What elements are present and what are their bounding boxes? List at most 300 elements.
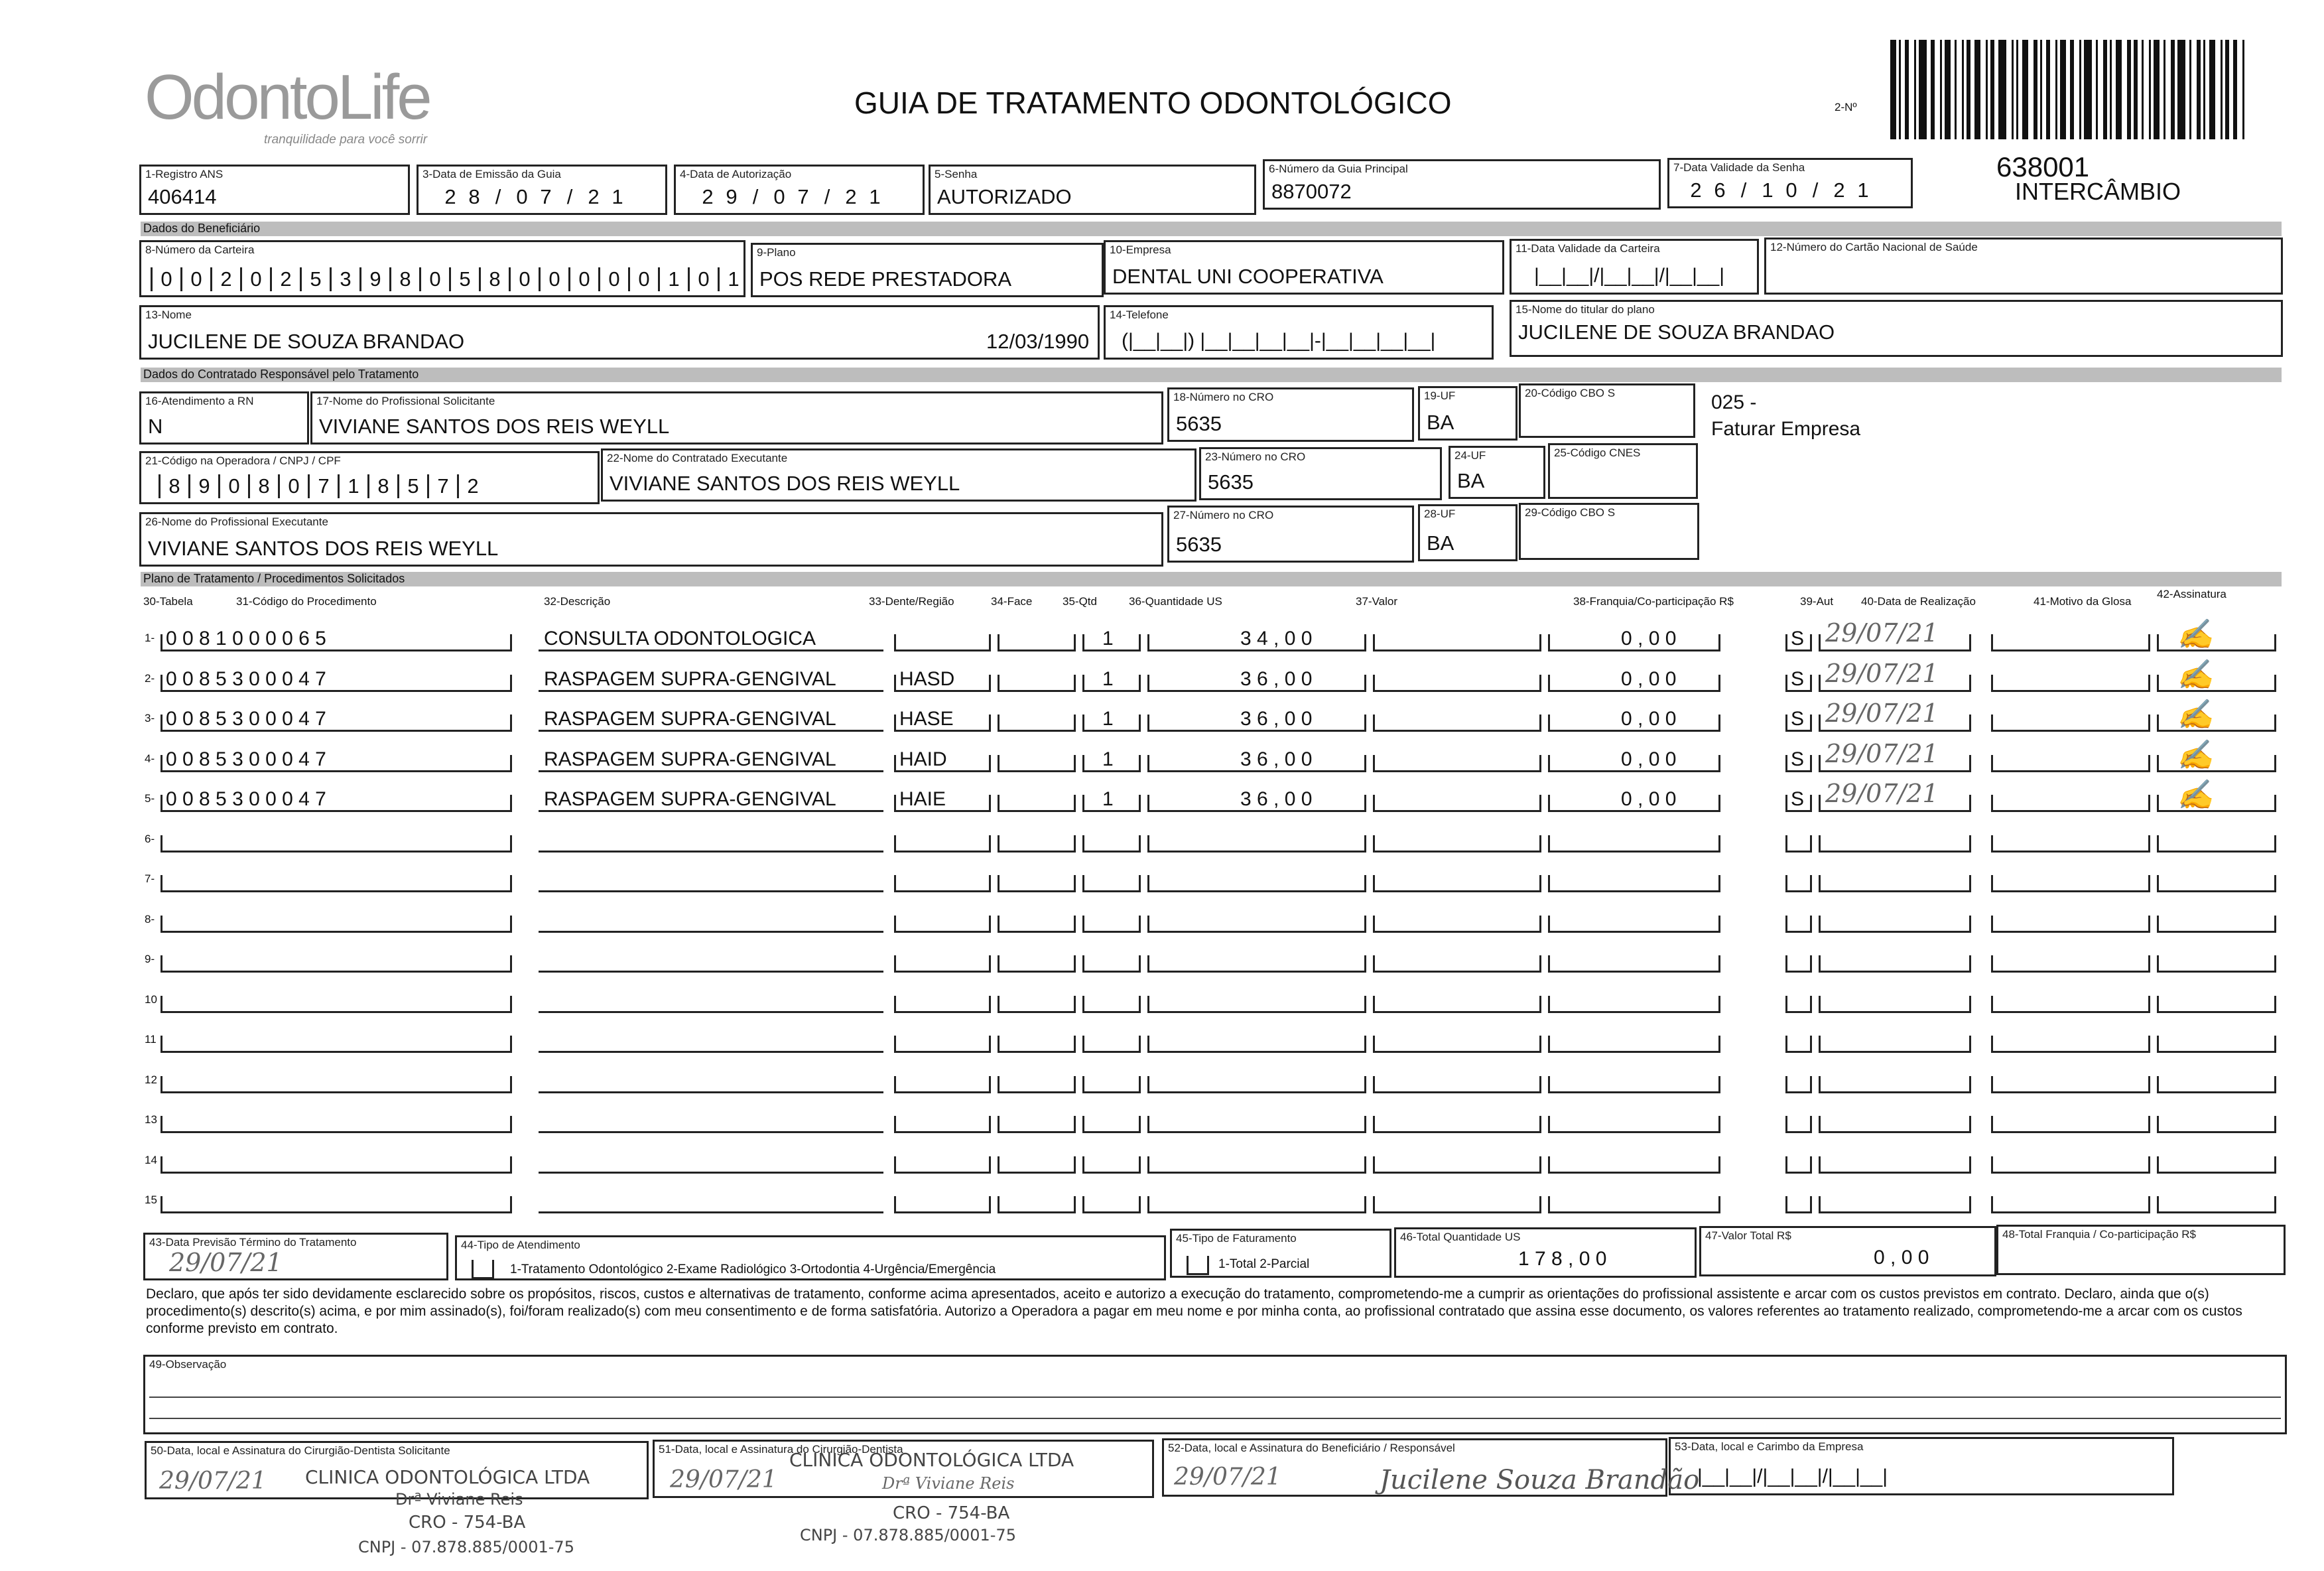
barcode-bar — [2233, 40, 2237, 139]
cell-aut[interactable] — [1785, 1156, 1812, 1174]
telefone-blank: (|__|__|) |__|__|__|__|-|__|__|__|__| — [1122, 330, 1436, 352]
section-plano — [141, 572, 2282, 586]
telefone-label: 14-Telefone — [1110, 308, 1169, 321]
cell-us[interactable] — [1147, 1196, 1366, 1213]
plano-label: 9-Plano — [757, 246, 796, 259]
solicitante-box[interactable] — [310, 391, 1163, 444]
barcode-bar — [2016, 40, 2018, 139]
signature-icon: ✍ — [2177, 698, 2213, 732]
barcode-bar — [2103, 40, 2107, 139]
cell-aut[interactable] — [1785, 1196, 1812, 1213]
barcode-bar — [2060, 40, 2066, 139]
tipo-atendimento-checkbox[interactable] — [472, 1260, 494, 1279]
realizacao-date: 29/07/21 — [1825, 738, 1939, 768]
cell-aut[interactable] — [1785, 996, 1812, 1013]
cell-aut[interactable] — [1785, 875, 1812, 892]
observacao-box[interactable] — [143, 1355, 2287, 1434]
col-dente: 33-Dente/Região — [869, 595, 954, 608]
guia-principal-value: 8870072 — [1271, 180, 1352, 203]
empresa-box[interactable] — [1104, 240, 1504, 295]
cell-codigo[interactable] — [161, 1156, 512, 1174]
barcode-bar — [1998, 40, 2006, 139]
cell-us[interactable] — [1147, 875, 1366, 892]
cell-valor[interactable] — [1373, 634, 1541, 651]
cell-aut[interactable] — [1785, 835, 1812, 853]
cell-us[interactable] — [1147, 1036, 1366, 1053]
cell-franquia[interactable] — [1548, 1196, 1720, 1213]
cell-valor[interactable] — [1373, 955, 1541, 973]
cell-face[interactable] — [998, 634, 1076, 651]
cell-qtd[interactable] — [1082, 1156, 1141, 1174]
cell-assin[interactable] — [2157, 875, 2276, 892]
data-autorizacao-label: 4-Data de Autorização — [680, 168, 792, 180]
cell-franquia[interactable] — [1548, 955, 1720, 973]
cell-descricao[interactable] — [539, 996, 883, 1013]
cell-data[interactable] — [1819, 1076, 1971, 1093]
assinatura52-label: 52-Data, local e Assinatura do Beneficiário / Responsável — [1168, 1442, 1455, 1454]
nome-box[interactable] — [139, 305, 1100, 360]
cell-data[interactable] — [1819, 875, 1971, 892]
atendimento-rn-value: N — [148, 415, 163, 438]
barcode-bar — [1899, 40, 1901, 139]
cell-face[interactable] — [998, 795, 1076, 812]
cell-aut[interactable] — [1785, 916, 1812, 933]
cell-qtd[interactable] — [1082, 1036, 1141, 1053]
cell-face[interactable] — [998, 835, 1076, 853]
cell-descricao[interactable] — [539, 1196, 883, 1213]
titular-box[interactable] — [1510, 300, 2283, 357]
guia-principal-label: 6-Número da Guia Principal — [1269, 163, 1408, 175]
cell-valor[interactable] — [1373, 875, 1541, 892]
barcode-bar — [2197, 40, 2201, 139]
cell-franquia[interactable] — [1548, 875, 1720, 892]
table-row — [141, 697, 2276, 736]
cell-qtd[interactable] — [1082, 996, 1141, 1013]
realizacao-date: 29/07/21 — [1825, 618, 1939, 648]
col-aut: 39-Aut — [1800, 595, 1834, 608]
stamp-clinica-51: CLINICA ODONTOLÓGICA LTDA — [789, 1449, 1074, 1471]
total-franquia-box[interactable] — [1996, 1225, 2286, 1275]
cell-dente[interactable] — [894, 1036, 991, 1053]
cell-valor[interactable] — [1373, 795, 1541, 812]
cell-us[interactable] — [1147, 1076, 1366, 1093]
cell-data[interactable] — [1819, 1156, 1971, 1174]
carimbo53-blank: |__|__|/|__|__|/|__|__| — [1697, 1466, 1888, 1487]
cell-face[interactable] — [998, 715, 1076, 732]
cro27-box[interactable] — [1167, 506, 1414, 563]
cell-data[interactable] — [1819, 1036, 1971, 1053]
col-codigo: 31-Código do Procedimento — [236, 595, 377, 608]
cartao-nacional-box[interactable] — [1764, 238, 2283, 295]
carteira-label: 8-Número da Carteira — [145, 243, 255, 256]
digit: 0 — [509, 267, 539, 291]
digit: 0 — [419, 267, 449, 291]
cell-glosa[interactable] — [1991, 875, 2150, 892]
cell-us[interactable] — [1147, 955, 1366, 973]
barcode-bar — [2209, 40, 2215, 139]
stamp-cro-left: CRO - 754-BA — [409, 1513, 526, 1533]
digit: 1 — [718, 267, 747, 291]
barcode-bar — [1919, 40, 1927, 139]
cell-glosa[interactable] — [1991, 1196, 2150, 1213]
cell-us[interactable] — [1147, 1116, 1366, 1133]
cell-descricao[interactable] — [539, 1156, 883, 1174]
cell-aut-text: S — [1791, 748, 1805, 770]
digit: 2 — [210, 267, 240, 291]
digit: 7 — [797, 185, 809, 208]
cell-aut[interactable] — [1785, 1076, 1812, 1093]
cell-aut[interactable] — [1785, 1036, 1812, 1053]
barcode-bar — [1945, 40, 1951, 139]
cell-dente[interactable] — [894, 996, 991, 1013]
guia-tipo: INTERCÂMBIO — [2015, 178, 2181, 205]
digit: 2 — [270, 267, 300, 291]
cell-assin[interactable] — [2157, 675, 2276, 692]
digit: 2 — [1690, 178, 1702, 202]
cell-valor[interactable] — [1373, 1076, 1541, 1093]
cell-assin[interactable] — [2157, 634, 2276, 651]
cell-dente[interactable] — [894, 1116, 991, 1133]
telefone-box[interactable] — [1104, 305, 1494, 360]
cell-descricao[interactable] — [539, 875, 883, 892]
cell-dente[interactable] — [894, 1196, 991, 1213]
cell-qtd[interactable] — [1082, 1076, 1141, 1093]
atendimento-rn-box[interactable] — [139, 391, 309, 444]
cell-glosa[interactable] — [1991, 916, 2150, 933]
registro-ans-value: 406414 — [148, 185, 217, 208]
cell-codigo[interactable] — [161, 835, 512, 853]
cro23-box[interactable] — [1199, 447, 1442, 500]
nome-label: 13-Nome — [145, 308, 192, 321]
cell-assin[interactable] — [2157, 835, 2276, 853]
tipo-faturamento-checkbox[interactable] — [1187, 1256, 1209, 1275]
cell-assin[interactable] — [2157, 1196, 2276, 1213]
cro18-box[interactable] — [1167, 387, 1414, 442]
stamp-cnpj-right: CNPJ - 07.878.885/0001-75 — [800, 1526, 1016, 1544]
stamp-cnpj-left: CNPJ - 07.878.885/0001-75 — [358, 1538, 574, 1556]
barcode-bar — [2096, 40, 2098, 139]
barcode-bar — [2070, 40, 2074, 139]
cell-assin[interactable] — [2157, 755, 2276, 772]
cell-data[interactable] — [1819, 996, 1971, 1013]
digit: 5 — [449, 267, 479, 291]
declaracao-text: Declaro, que após ter sido devidamente esclarecido sobre os propósitos, riscos, custos e alternativas de tratamento, conforme acima apresentados, aceito e autorizo a execução do tratamento, comprometendo-me a cumprir as orientações do profissional assistente e arcar com os custos previstos em contrato. Declaro, ainda que o(s) procedimento(s) descrito(s) acima, e por mim assinado(s), foi/foram realizado(s) com meu consentimento e de forma satisfatória. Autorizo a Operadora a pagar em meu nome e por minha conta, ao profissional contratado que assina esse documento, os valores referentes ao tratamento realizado, comprometendo-me a arcar com os custos conforme previsto em contrato. — [146, 1286, 2242, 1336]
cell-franquia-text: 0 , 0 0 — [1621, 748, 1677, 770]
cell-data[interactable] — [1819, 955, 1971, 973]
cell-data[interactable] — [1819, 916, 1971, 933]
cell-qtd[interactable] — [1082, 1196, 1141, 1213]
cell-assin[interactable] — [2157, 955, 2276, 973]
cell-assin[interactable] — [2157, 795, 2276, 812]
signature-icon: ✍ — [2177, 778, 2213, 812]
col-motivo-glosa: 41-Motivo da Glosa — [2033, 595, 2132, 608]
cell-glosa[interactable] — [1991, 1076, 2150, 1093]
cell-face[interactable] — [998, 1116, 1076, 1133]
cell-us-text: 3 6 , 0 0 — [1240, 748, 1313, 770]
cell-qtd[interactable] — [1082, 955, 1141, 973]
cell-assin[interactable] — [2157, 916, 2276, 933]
cell-dente[interactable] — [894, 1076, 991, 1093]
col-descricao: 32-Descrição — [544, 595, 611, 608]
senha-box[interactable] — [929, 165, 1256, 215]
cell-aut-text: S — [1791, 667, 1805, 690]
cell-face[interactable] — [998, 1036, 1076, 1053]
cell-franquia[interactable] — [1548, 996, 1720, 1013]
digit: 1 — [1762, 178, 1774, 202]
cell-qtd[interactable] — [1082, 916, 1141, 933]
cell-descricao[interactable] — [539, 1036, 883, 1053]
previsao-box[interactable] — [143, 1233, 448, 1280]
cell-valor[interactable] — [1373, 675, 1541, 692]
cell-valor[interactable] — [1373, 1196, 1541, 1213]
cell-valor[interactable] — [1373, 755, 1541, 772]
cell-glosa[interactable] — [1991, 1156, 2150, 1174]
cell-codigo[interactable] — [161, 1076, 512, 1093]
digit: 0 — [598, 267, 628, 291]
cell-glosa[interactable] — [1991, 1116, 2150, 1133]
cell-qtd[interactable] — [1082, 835, 1141, 853]
cell-assin[interactable] — [2157, 996, 2276, 1013]
uf28-label: 28-UF — [1424, 508, 1456, 520]
cell-descricao[interactable] — [539, 955, 883, 973]
digit: 1 — [338, 474, 367, 498]
cell-aut-text: S — [1791, 788, 1805, 810]
cell-assin[interactable] — [2157, 1116, 2276, 1133]
cell-descricao[interactable] — [539, 916, 883, 933]
cell-franquia[interactable] — [1548, 1116, 1720, 1133]
cell-codigo[interactable] — [161, 916, 512, 933]
cell-face[interactable] — [998, 1196, 1076, 1213]
codigo-operadora-label: 21-Código na Operadora / CNPJ / CPF — [145, 454, 341, 467]
cell-us[interactable] — [1147, 916, 1366, 933]
cell-valor[interactable] — [1373, 1036, 1541, 1053]
cell-codigo[interactable] — [161, 955, 512, 973]
cell-valor[interactable] — [1373, 1116, 1541, 1133]
cell-glosa[interactable] — [1991, 835, 2150, 853]
executante-contratado-box[interactable] — [601, 448, 1196, 502]
cell-qtd[interactable] — [1082, 1116, 1141, 1133]
cell-face[interactable] — [998, 1076, 1076, 1093]
table-row — [141, 818, 2276, 856]
cell-franquia[interactable] — [1548, 1036, 1720, 1053]
observacao-line — [149, 1418, 2281, 1419]
cell-glosa[interactable] — [1991, 715, 2150, 732]
digit: 1 — [658, 267, 688, 291]
cell-face[interactable] — [998, 1156, 1076, 1174]
cell-face[interactable] — [998, 996, 1076, 1013]
table-row — [141, 1059, 2276, 1097]
guia-principal-box[interactable] — [1263, 159, 1661, 210]
cell-valor[interactable] — [1373, 916, 1541, 933]
cell-face[interactable] — [998, 755, 1076, 772]
cell-valor[interactable] — [1373, 1156, 1541, 1174]
cell-valor[interactable] — [1373, 715, 1541, 732]
barcode-bar — [2189, 40, 2191, 139]
cell-dente[interactable] — [894, 875, 991, 892]
data-emissao-digits: 2 8 / 0 7 / 2 1 — [438, 185, 629, 209]
cell-dente[interactable] — [894, 916, 991, 933]
digit: 8 — [248, 474, 278, 498]
cell-glosa[interactable] — [1991, 634, 2150, 651]
barcode — [1890, 40, 2268, 139]
barcode-bar — [1955, 40, 1957, 139]
barcode-bar — [2084, 40, 2092, 139]
cro23-value: 5635 — [1208, 470, 1254, 494]
registro-ans-box[interactable] — [139, 165, 410, 215]
digit: 9 — [188, 474, 218, 498]
cell-codigo[interactable] — [161, 1036, 512, 1053]
cell-codigo-text: 0 0 8 5 3 0 0 0 4 7 — [166, 708, 326, 730]
cell-assin[interactable] — [2157, 1156, 2276, 1174]
cell-dente[interactable] — [894, 634, 991, 651]
table-row — [141, 1099, 2276, 1137]
cell-codigo-text: 0 0 8 5 3 0 0 0 4 7 — [166, 748, 326, 770]
barcode-bar — [1931, 40, 1935, 139]
cell-codigo[interactable] — [161, 875, 512, 892]
cell-glosa[interactable] — [1991, 675, 2150, 692]
faturar-note: Faturar Empresa — [1711, 418, 1861, 440]
logo-tagline: tranquilidade para você sorrir — [264, 133, 428, 147]
cell-glosa[interactable] — [1991, 755, 2150, 772]
cell-aut[interactable] — [1785, 1116, 1812, 1133]
digit: 0 — [516, 185, 528, 208]
cell-codigo[interactable] — [161, 996, 512, 1013]
col-face: 34-Face — [991, 595, 1033, 608]
digit: 0 — [568, 267, 598, 291]
digit: 9 — [726, 185, 738, 208]
validade-senha-box[interactable] — [1667, 158, 1913, 208]
row-number: 9- — [145, 953, 155, 965]
uf19-box[interactable] — [1418, 386, 1517, 441]
atendimento-rn-label: 16-Atendimento a RN — [145, 395, 254, 407]
digit: 3 — [330, 267, 359, 291]
profissional-executante-box[interactable] — [139, 512, 1163, 567]
cell-glosa[interactable] — [1991, 795, 2150, 812]
digit: 0 — [278, 474, 308, 498]
digit: 0 — [240, 267, 270, 291]
section-beneficiario-label: Dados do Beneficiário — [143, 222, 261, 235]
cell-descricao[interactable] — [539, 1076, 883, 1093]
data-autorizacao-box[interactable] — [674, 165, 925, 215]
table-row — [141, 1179, 2276, 1217]
cell-assin[interactable] — [2157, 1076, 2276, 1093]
cell-us-text: 3 6 , 0 0 — [1240, 708, 1313, 730]
cell-dente[interactable] — [894, 1156, 991, 1174]
cell-valor[interactable] — [1373, 835, 1541, 853]
cell-franquia[interactable] — [1548, 1076, 1720, 1093]
cell-dente[interactable] — [894, 955, 991, 973]
cell-franquia[interactable] — [1548, 835, 1720, 853]
cell-face[interactable] — [998, 916, 1076, 933]
tipo-atendimento-box[interactable] — [455, 1235, 1166, 1280]
cell-glosa[interactable] — [1991, 955, 2150, 973]
cell-descricao-text: CONSULTA ODONTOLOGICA — [544, 628, 816, 649]
profissional-executante-label: 26-Nome do Profissional Executante — [145, 515, 328, 528]
cell-assin[interactable] — [2157, 1036, 2276, 1053]
tipo-faturamento-box[interactable] — [1170, 1229, 1391, 1278]
row-number: 11 — [145, 1033, 157, 1046]
cell-data[interactable] — [1819, 1196, 1971, 1213]
digit: 8 — [389, 267, 419, 291]
cell-face[interactable] — [998, 955, 1076, 973]
stamp-dra: Drª Viviane Reis — [882, 1474, 1015, 1493]
barcode-bar — [2040, 40, 2042, 139]
cell-descricao-text: RASPAGEM SUPRA-GENGIVAL — [544, 748, 836, 770]
cell-us[interactable] — [1147, 996, 1366, 1013]
row-number: 2- — [145, 671, 155, 685]
nascimento-value: 12/03/1990 — [986, 330, 1090, 353]
cell-franquia[interactable] — [1548, 1156, 1720, 1174]
data-emissao-box[interactable] — [417, 165, 667, 215]
carimbo53-box[interactable] — [1669, 1437, 2174, 1495]
cell-assin[interactable] — [2157, 715, 2276, 732]
barcode-bar — [1890, 40, 1896, 139]
barcode-bar — [1974, 40, 1980, 139]
barcode-bar — [2022, 40, 2028, 139]
cell-dente[interactable] — [894, 835, 991, 853]
cell-us[interactable] — [1147, 835, 1366, 853]
digit: 8 — [159, 474, 188, 498]
total-us-box[interactable] — [1394, 1227, 1697, 1278]
validade-carteira-label: 11-Data Validade da Carteira — [1516, 242, 1660, 255]
cell-face[interactable] — [998, 675, 1076, 692]
validade-carteira-blank: |__|__|/|__|__|/|__|__| — [1534, 265, 1725, 287]
cell-dente-text: HAIE — [899, 788, 946, 810]
cell-codigo[interactable] — [161, 1116, 512, 1133]
hand-date-50: 29/07/21 — [159, 1468, 267, 1495]
cell-franquia[interactable] — [1548, 916, 1720, 933]
uf24-box[interactable] — [1449, 446, 1545, 499]
plano-box[interactable] — [751, 243, 1104, 297]
uf19-label: 19-UF — [1424, 389, 1456, 402]
codigo-operadora-box[interactable] — [139, 451, 600, 504]
cell-valor[interactable] — [1373, 996, 1541, 1013]
cell-qtd[interactable] — [1082, 875, 1141, 892]
valor-total-box[interactable] — [1699, 1226, 1996, 1276]
cbo20-box[interactable] — [1519, 383, 1695, 438]
cell-us[interactable] — [1147, 1156, 1366, 1174]
barcode-bar — [2079, 40, 2081, 139]
col-data-realizacao: 40-Data de Realização — [1861, 595, 1976, 608]
cnes-box[interactable] — [1548, 443, 1698, 499]
cell-codigo-text: 0 0 8 5 3 0 0 0 4 7 — [166, 788, 326, 810]
row-number: 8- — [145, 912, 155, 925]
previsao-value: 29/07/21 — [169, 1248, 283, 1277]
cell-codigo[interactable] — [161, 1196, 512, 1213]
realizacao-date: 29/07/21 — [1825, 658, 1939, 688]
cell-aut[interactable] — [1785, 955, 1812, 973]
cro23-label: 23-Número no CRO — [1205, 450, 1306, 463]
digit: 0 — [151, 267, 180, 291]
cell-data[interactable] — [1819, 1116, 1971, 1133]
data-autorizacao-digits: 2 9 / 0 7 / 2 1 — [696, 185, 887, 209]
cell-face[interactable] — [998, 875, 1076, 892]
cbo29-box[interactable] — [1519, 503, 1699, 560]
cell-glosa[interactable] — [1991, 996, 2150, 1013]
validade-carteira-box[interactable] — [1510, 239, 1759, 295]
beneficiario-signature: Jucilene Souza Brandão — [1380, 1465, 1700, 1495]
cell-data[interactable] — [1819, 835, 1971, 853]
table-row — [141, 738, 2276, 776]
barcode-bar — [2142, 40, 2144, 139]
signature-icon: ✍ — [2177, 738, 2213, 772]
cell-descricao[interactable] — [539, 1116, 883, 1133]
carteira-box[interactable] — [139, 240, 745, 297]
barcode-bar — [2203, 40, 2205, 139]
cell-glosa[interactable] — [1991, 1036, 2150, 1053]
uf28-box[interactable] — [1418, 504, 1517, 561]
cell-descricao[interactable] — [539, 835, 883, 853]
